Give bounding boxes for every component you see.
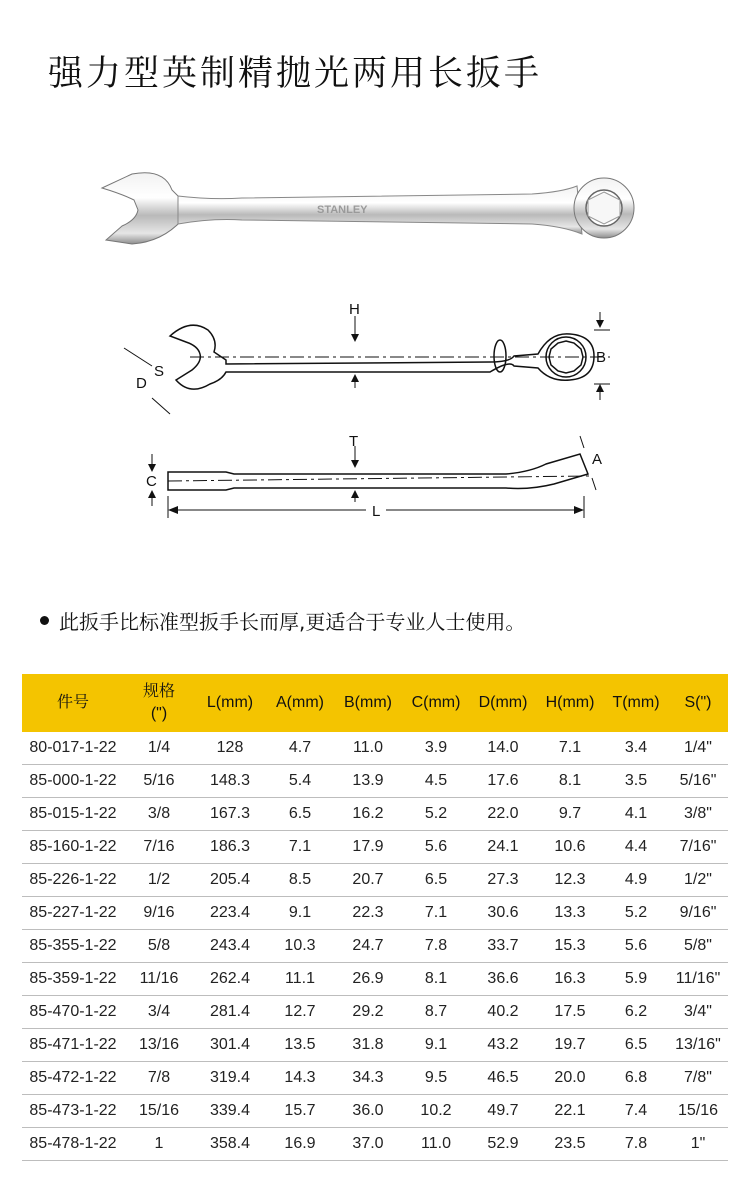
usage-note-text: 此扳手比标准型扳手长而厚,更适合于专业人士使用。	[59, 610, 526, 634]
table-cell: 7/8	[124, 1062, 194, 1095]
table-cell: 24.7	[334, 930, 402, 963]
table-cell: 5/16	[124, 765, 194, 798]
table-cell: 262.4	[194, 963, 266, 996]
table-row	[22, 798, 728, 831]
table-cell: 281.4	[194, 996, 266, 1029]
table-row	[22, 765, 728, 798]
table-cell: 20.0	[536, 1062, 604, 1095]
table-cell: 17.6	[470, 765, 536, 798]
table-row	[22, 897, 728, 930]
label-A: A	[592, 451, 603, 468]
table-cell: 80-017-1-22	[22, 732, 124, 765]
table-row	[22, 1128, 728, 1161]
table-cell: 4.1	[604, 798, 668, 831]
column-header: 件号	[22, 674, 124, 732]
table-cell: 10.3	[266, 930, 334, 963]
table-cell: 12.3	[536, 864, 604, 897]
table-cell: 5/8"	[668, 930, 728, 963]
table-cell: 128	[194, 732, 266, 765]
table-cell: 11/16"	[668, 963, 728, 996]
table-cell: 5.2	[604, 897, 668, 930]
table-row	[22, 831, 728, 864]
brand-marking: STANLEY	[317, 204, 368, 216]
table-cell: 36.0	[334, 1095, 402, 1128]
table-cell: 85-473-1-22	[22, 1095, 124, 1128]
table-cell: 85-227-1-22	[22, 897, 124, 930]
table-cell: 24.1	[470, 831, 536, 864]
table-cell: 17.9	[334, 831, 402, 864]
column-header: H(mm)	[536, 674, 604, 732]
table-cell: 6.5	[402, 864, 470, 897]
label-T: T	[349, 433, 359, 450]
table-cell: 9.5	[402, 1062, 470, 1095]
table-cell: 7.8	[604, 1128, 668, 1161]
table-cell: 43.2	[470, 1029, 536, 1062]
table-cell: 11.1	[266, 963, 334, 996]
table-cell: 16.3	[536, 963, 604, 996]
table-cell: 15.7	[266, 1095, 334, 1128]
dimension-diagram	[110, 296, 630, 530]
table-cell: 223.4	[194, 897, 266, 930]
table-cell: 148.3	[194, 765, 266, 798]
bullet-icon	[40, 616, 49, 625]
table-cell: 8.7	[402, 996, 470, 1029]
table-cell: 3/4	[124, 996, 194, 1029]
table-cell: 46.5	[470, 1062, 536, 1095]
table-cell: 6.8	[604, 1062, 668, 1095]
table-cell: 7.8	[402, 930, 470, 963]
label-H: H	[349, 301, 360, 318]
table-row	[22, 732, 728, 765]
table-cell: 1/2"	[668, 864, 728, 897]
page-title: 强力型英制精抛光两用长扳手	[48, 54, 543, 94]
table-cell: 22.0	[470, 798, 536, 831]
table-cell: 85-160-1-22	[22, 831, 124, 864]
table-cell: 13.5	[266, 1029, 334, 1062]
table-cell: 3.5	[604, 765, 668, 798]
table-cell: 7.1	[536, 732, 604, 765]
table-cell: 6.5	[604, 1029, 668, 1062]
label-L: L	[372, 503, 381, 520]
table-cell: 13.9	[334, 765, 402, 798]
table-cell: 11.0	[402, 1128, 470, 1161]
table-cell: 1	[124, 1128, 194, 1161]
table-cell: 5.4	[266, 765, 334, 798]
table-cell: 19.7	[536, 1029, 604, 1062]
table-cell: 7.1	[266, 831, 334, 864]
table-cell: 85-471-1-22	[22, 1029, 124, 1062]
table-cell: 8.1	[536, 765, 604, 798]
table-cell: 14.0	[470, 732, 536, 765]
table-row	[22, 930, 728, 963]
table-cell: 15.3	[536, 930, 604, 963]
table-cell: 15/16	[124, 1095, 194, 1128]
table-cell: 13/16	[124, 1029, 194, 1062]
table-cell: 85-359-1-22	[22, 963, 124, 996]
table-cell: 8.5	[266, 864, 334, 897]
table-cell: 4.9	[604, 864, 668, 897]
table-cell: 11.0	[334, 732, 402, 765]
wrench-photo	[92, 160, 642, 264]
spec-table	[22, 674, 728, 1161]
table-cell: 16.9	[266, 1128, 334, 1161]
table-cell: 5.2	[402, 798, 470, 831]
table-cell: 52.9	[470, 1128, 536, 1161]
table-row	[22, 1062, 728, 1095]
table-cell: 49.7	[470, 1095, 536, 1128]
table-cell: 9.1	[402, 1029, 470, 1062]
table-cell: 13.3	[536, 897, 604, 930]
table-cell: 23.5	[536, 1128, 604, 1161]
column-header: D(mm)	[470, 674, 536, 732]
column-header: 规格 (")	[124, 674, 194, 732]
table-cell: 1"	[668, 1128, 728, 1161]
table-cell: 243.4	[194, 930, 266, 963]
table-header-row	[22, 674, 728, 732]
table-cell: 3/8	[124, 798, 194, 831]
table-cell: 6.2	[604, 996, 668, 1029]
table-cell: 3.4	[604, 732, 668, 765]
table-cell: 1/4	[124, 732, 194, 765]
table-cell: 26.9	[334, 963, 402, 996]
column-header: B(mm)	[334, 674, 402, 732]
table-cell: 85-478-1-22	[22, 1128, 124, 1161]
label-D: D	[136, 375, 147, 392]
table-cell: 22.3	[334, 897, 402, 930]
table-cell: 36.6	[470, 963, 536, 996]
table-cell: 1/2	[124, 864, 194, 897]
table-cell: 5.9	[604, 963, 668, 996]
table-cell: 205.4	[194, 864, 266, 897]
usage-note	[40, 606, 525, 635]
table-cell: 5.6	[402, 831, 470, 864]
table-cell: 85-472-1-22	[22, 1062, 124, 1095]
table-cell: 17.5	[536, 996, 604, 1029]
table-cell: 7/16"	[668, 831, 728, 864]
table-cell: 30.6	[470, 897, 536, 930]
table-cell: 34.3	[334, 1062, 402, 1095]
column-header: C(mm)	[402, 674, 470, 732]
table-cell: 85-226-1-22	[22, 864, 124, 897]
table-row	[22, 996, 728, 1029]
table-cell: 22.1	[536, 1095, 604, 1128]
label-B: B	[596, 349, 607, 366]
table-cell: 10.6	[536, 831, 604, 864]
table-cell: 29.2	[334, 996, 402, 1029]
table-cell: 167.3	[194, 798, 266, 831]
column-header: S(")	[668, 674, 728, 732]
table-cell: 8.1	[402, 963, 470, 996]
table-cell: 85-355-1-22	[22, 930, 124, 963]
label-S: S	[154, 363, 165, 380]
table-row	[22, 1095, 728, 1128]
table-cell: 7.1	[402, 897, 470, 930]
table-cell: 4.4	[604, 831, 668, 864]
table-cell: 4.7	[266, 732, 334, 765]
table-cell: 5/8	[124, 930, 194, 963]
table-cell: 85-000-1-22	[22, 765, 124, 798]
table-cell: 9/16"	[668, 897, 728, 930]
table-cell: 7.4	[604, 1095, 668, 1128]
table-cell: 31.8	[334, 1029, 402, 1062]
table-cell: 13/16"	[668, 1029, 728, 1062]
table-row	[22, 864, 728, 897]
label-C: C	[146, 473, 157, 490]
table-row	[22, 1029, 728, 1062]
table-cell: 3/8"	[668, 798, 728, 831]
table-cell: 14.3	[266, 1062, 334, 1095]
table-cell: 85-470-1-22	[22, 996, 124, 1029]
table-cell: 358.4	[194, 1128, 266, 1161]
table-cell: 15/16	[668, 1095, 728, 1128]
table-row	[22, 963, 728, 996]
table-cell: 11/16	[124, 963, 194, 996]
table-cell: 37.0	[334, 1128, 402, 1161]
table-cell: 339.4	[194, 1095, 266, 1128]
table-cell: 186.3	[194, 831, 266, 864]
table-cell: 4.5	[402, 765, 470, 798]
table-cell: 301.4	[194, 1029, 266, 1062]
column-header: T(mm)	[604, 674, 668, 732]
table-cell: 85-015-1-22	[22, 798, 124, 831]
table-cell: 5/16"	[668, 765, 728, 798]
table-cell: 319.4	[194, 1062, 266, 1095]
table-cell: 3.9	[402, 732, 470, 765]
table-cell: 7/16	[124, 831, 194, 864]
table-cell: 1/4"	[668, 732, 728, 765]
table-cell: 9.1	[266, 897, 334, 930]
table-cell: 12.7	[266, 996, 334, 1029]
table-cell: 27.3	[470, 864, 536, 897]
table-cell: 5.6	[604, 930, 668, 963]
table-cell: 7/8"	[668, 1062, 728, 1095]
column-header: L(mm)	[194, 674, 266, 732]
table-cell: 3/4"	[668, 996, 728, 1029]
table-cell: 9.7	[536, 798, 604, 831]
table-cell: 16.2	[334, 798, 402, 831]
table-cell: 20.7	[334, 864, 402, 897]
table-cell: 9/16	[124, 897, 194, 930]
table-cell: 6.5	[266, 798, 334, 831]
table-cell: 40.2	[470, 996, 536, 1029]
table-cell: 33.7	[470, 930, 536, 963]
column-header: A(mm)	[266, 674, 334, 732]
table-cell: 10.2	[402, 1095, 470, 1128]
